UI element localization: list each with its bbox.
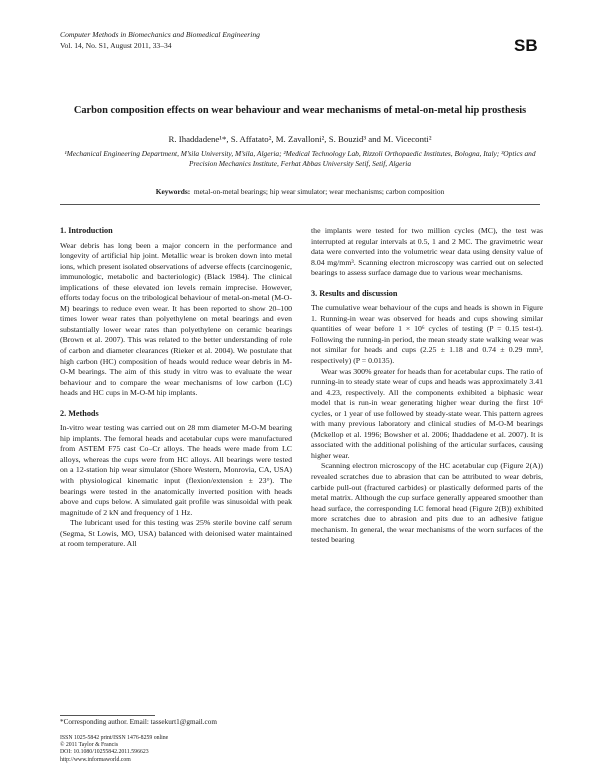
publication-footer [60, 735, 168, 764]
results-heading: 3. Results and discussion [311, 288, 398, 298]
right-column [311, 226, 543, 546]
article-title: Carbon composition effects on wear behaviour and wear mechanisms of metal-on-metal hip prosthesis [73, 105, 527, 116]
header-divider [60, 204, 540, 205]
methods-paragraph-2: The lubricant used for this testing was 25% sterile bovine calf serum (Segma, St Lowis, MO, USA) balanced with deionised water maintained at room temperature. All [60, 518, 292, 549]
results-paragraph-3: Scanning electron microscopy of the HC acetabular cup (Figure 2(A)) revealed scratches due to abrasion that can be attributed to wear debris, carbide pull-out (fractured carbides) or plastically deformed parts of the metal matrix. Although the cup surface generally appeared smoother than head surface, the corresponding LC femoral head (Figure 2(B)) exhibited more scratches due to abrasion and pits due to an adhesive fatigue mechanism. In general, the wear mechanisms of the worn surfaces of the tested bearing [311, 461, 543, 545]
keywords-line [62, 187, 538, 197]
keywords-label: Keywords: [155, 187, 191, 196]
intro-paragraph: Wear debris has long been a major concern in the performance and longevity of artificial hip joint. Metallic wear is broken down into metal ions, which present isolated observations of adverse effects (carcinogenic, immunologic, metabolic and bacteriologic) (Black 1984). The clinical implications of these elevated ion levels remain imprecise. However, efforts today focus on the tribological behaviour of metal-on-metal (M-O-M) bearings to reduce even wear. It has been reported to show 20–100 times lower wear rates than polyethylene on metal bearings and even substantially lower wear rates than polyethylene on ceramic bearings (Brown et al. 2007). This was related to the better understanding of role of carbon and diameter clearances (Rieker et al. 2004). We postulate that high carbon (HC) composition of heads would reduce wear debris in M-O-M bearings. The aim of this study in vitro was to evaluate the wear behaviour and to compare the wear mechanisms of low carbon (LC) heads and HC cups in M-O-M hip implants. [60, 240, 292, 398]
publisher-url-link[interactable]: http://www.informaworld.com [60, 756, 131, 763]
footnote-divider [60, 715, 155, 716]
keywords-text: metal-on-metal bearings; hip wear simulator; wear mechanisms; carbon composition [193, 187, 445, 196]
methods-continued-paragraph: the implants were tested for two million cycles (MC), the test was interrupted at regular intervals at 0.5, 1 and 2 MC. The gravimetric wear data were converted into the volumetric wear data using density value of 8.04 mg/mm³. Scanning electron microscopy was carried out on selected bearings to assess surface damage due to various wear mechanisms. [311, 226, 543, 278]
results-paragraph-1: The cumulative wear behaviour of the cups and heads is shown in Figure 1. Running-in wear was observed for heads and cups showing similar quantities of wear before 1 × 10⁶ cycles of testing (P = 0.15 test-t). Following the running-in period, the mean steady state walking wear was not similar for heads and cups (2.25 ± 1.18 and 0.74 ± 0.29 mm³, respectively) (P = 0.0135). [311, 303, 543, 366]
copyright-line: © 2011 Taylor & Francis [60, 742, 119, 749]
doi-line: DOI: 10.1080/10255842.2011.596623 [60, 749, 149, 756]
intro-heading: 1. Introduction [60, 226, 113, 235]
issn-line: ISSN 1025-5842 print/ISSN 1476-8259 online [60, 735, 169, 741]
svg-text:SB: SB [514, 36, 538, 54]
journal-name: Computer Methods in Biomechanics and Biomedical Engineering [60, 30, 260, 39]
left-column [60, 226, 292, 550]
publisher-logo-icon [514, 36, 540, 54]
affiliations: ¹Mechanical Engineering Department, M’sila University, M’sila, Algeria; ²Medical Technology Lab, Rizzoli Orthopaedic Institutes, Bologna, Italy; ³Optics and Precision Mechanics Institute, Ferhat Abbas University Setif, Setif, Algeria [64, 149, 536, 168]
corresponding-author-footnote: *Corresponding author. Email: tassekurt1@gmail.com [60, 718, 217, 726]
methods-paragraph-1: In-vitro wear testing was carried out on 28 mm diameter M-O-M bearing hip implants. The femoral heads and acetabular cups were manufactured from ASTEM F75 cast Co–Cr alloys. The heads were made from LC alloys, whereas the cups were from HC alloys. All bearings were tested on a 12-station hip wear simulator (Shore Western, Monrovia, CA, USA) with physiological kinematic input (flexion/extension ± 23°). The bearings were tested in the anatomically inverted position with heads above and cups below. A simulated gait profile was sinusoidal with peak magnitude of 2 kN and frequency of 1 Hz. [60, 423, 292, 517]
author-list: R. Ihaddadene¹*, S. Affatato², M. Zavalloni², S. Bouzid³ and M. Viceconti² [168, 134, 432, 144]
methods-heading: 2. Methods [60, 408, 99, 418]
volume-line: Vol. 14, No. S1, August 2011, 33–34 [60, 41, 172, 50]
results-paragraph-2: Wear was 300% greater for heads than for acetabular cups. The ratio of running-in to steady state wear of cups and heads was approximately 3.41 and 4.23, respectively. All the components exhibited a biphasic wear model that is run-in wear generating higher wear during the first 10⁶ cycles, or 1 year of use followed by steady-state wear. This pattern agrees with many previous laboratory and clinical studies of M-O-M bearings (Mckellop et al. 1996; Bowsher et al. 2006; Ihaddadene et al. 2007). It is associated with the additional polishing of the articular surfaces, causing higher wear. [311, 366, 543, 460]
